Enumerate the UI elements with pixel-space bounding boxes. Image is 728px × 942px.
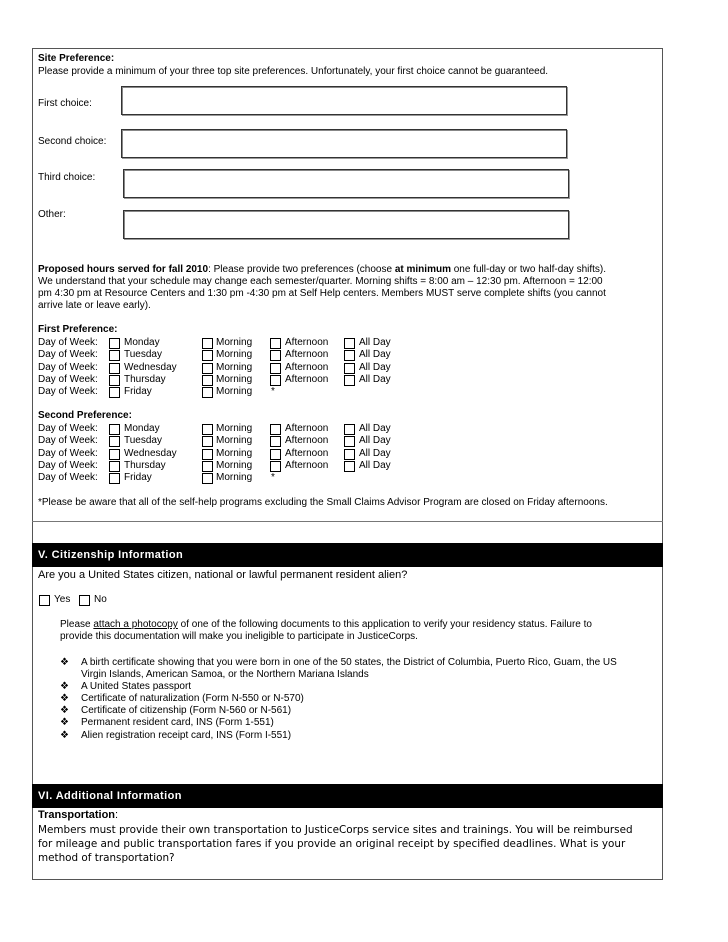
first-pref-afternoon-label: Afternoon	[285, 349, 329, 361]
photocopy-paragraph	[60, 619, 592, 632]
first-preference-heading: First Preference:	[38, 324, 118, 335]
first-pref-day-checkbox[interactable]	[109, 387, 120, 398]
bullet-icon: ❖	[60, 717, 69, 728]
other-choice-label: Other:	[38, 209, 66, 220]
first-pref-asterisk: *	[271, 386, 275, 398]
no-label: No	[94, 594, 107, 605]
second-pref-afternoon-checkbox[interactable]	[270, 461, 281, 472]
first-pref-day-name: Tuesday	[124, 349, 162, 361]
first-pref-morning-checkbox[interactable]	[202, 375, 213, 386]
transportation-heading: Transportation	[38, 809, 116, 821]
hours-heading: Proposed hours served for fall 2010	[38, 264, 209, 275]
second-pref-afternoon-checkbox[interactable]	[270, 436, 281, 447]
second-pref-afternoon-label: Afternoon	[285, 447, 329, 459]
site-preference-instructions: Please provide a minimum of your three top site preferences. Unfortunately, your first choice cannot be guaranteed.	[38, 66, 549, 77]
document-list-item: Certificate of naturalization (Form N-550 or N-570)	[81, 693, 304, 704]
additional-section-title: VI. Additional Information	[32, 784, 663, 808]
second-pref-day-name: Friday	[124, 472, 152, 484]
section-divider	[32, 521, 663, 522]
first-pref-afternoon-label: Afternoon	[285, 337, 329, 348]
first-pref-afternoon-checkbox[interactable]	[270, 363, 281, 374]
second-pref-day-name: Monday	[124, 423, 160, 434]
first-pref-day-checkbox[interactable]	[109, 363, 120, 374]
second-pref-afternoon-label: Afternoon	[285, 459, 329, 471]
second-pref-day-name: Wednesday	[124, 447, 177, 459]
document-list-item: A United States passport	[81, 681, 192, 692]
second-pref-morning-label: Morning	[216, 472, 253, 484]
bullet-icon: ❖	[60, 693, 69, 704]
hours-intro	[38, 264, 606, 277]
second-pref-day-checkbox[interactable]	[109, 436, 120, 447]
first-pref-day-name: Wednesday	[124, 361, 177, 373]
second-pref-morning-checkbox[interactable]	[202, 473, 213, 484]
first-pref-day-checkbox[interactable]	[109, 338, 120, 349]
second-pref-morning-checkbox[interactable]	[202, 424, 213, 435]
photocopy-text: Please	[60, 619, 94, 630]
second-pref-day-label: Day of Week:	[38, 447, 98, 459]
yes-label: Yes	[54, 594, 71, 605]
transportation-line-1: Members must provide their own transportation to JusticeCorps service sites and trainings. You will be reimbursed	[38, 824, 633, 836]
first-pref-allday-label: All Day	[359, 349, 391, 361]
second-pref-allday-checkbox[interactable]	[344, 424, 355, 435]
other-choice-field[interactable]	[123, 210, 569, 239]
second-preference-heading: Second Preference:	[38, 410, 132, 421]
third-choice-label: Third choice:	[38, 172, 96, 183]
second-choice-label: Second choice:	[38, 136, 107, 147]
transportation-line-2: for mileage and public transportation fares if you provide an original receipt by specified deadlines. What is your	[38, 838, 626, 850]
third-choice-field[interactable]	[123, 169, 569, 198]
second-pref-afternoon-label: Afternoon	[285, 423, 329, 434]
first-pref-morning-checkbox[interactable]	[202, 350, 213, 361]
citizenship-question: Are you a United States citizen, national or lawful permanent resident alien?	[38, 569, 408, 581]
document-list-item: Certificate of citizenship (Form N-560 or N-561)	[81, 705, 292, 716]
second-pref-afternoon-checkbox[interactable]	[270, 424, 281, 435]
hours-intro-end: one full-day or two half-day shifts).	[450, 264, 607, 275]
first-pref-afternoon-label: Afternoon	[285, 361, 329, 373]
bullet-icon: ❖	[60, 705, 69, 716]
second-pref-morning-checkbox[interactable]	[202, 461, 213, 472]
first-pref-allday-checkbox[interactable]	[344, 375, 355, 386]
hours-line-2: We understand that your schedule may change each semester/quarter. Morning shifts = 8:00 am – 12:30 pm. Afternoon = 12:00	[38, 276, 603, 287]
second-pref-day-label: Day of Week:	[38, 459, 98, 471]
second-pref-afternoon-label: Afternoon	[285, 435, 329, 447]
first-pref-day-label: Day of Week:	[38, 361, 98, 373]
first-pref-morning-label: Morning	[216, 386, 253, 398]
first-pref-allday-checkbox[interactable]	[344, 350, 355, 361]
document-list-item: Alien registration receipt card, INS (Form I-551)	[81, 730, 292, 741]
second-pref-morning-label: Morning	[216, 447, 253, 459]
second-pref-day-name: Tuesday	[124, 435, 162, 447]
second-pref-day-label: Day of Week:	[38, 423, 98, 434]
first-pref-allday-label: All Day	[359, 373, 391, 385]
second-pref-day-name: Thursday	[124, 459, 166, 471]
second-pref-allday-checkbox[interactable]	[344, 449, 355, 460]
first-choice-label: First choice:	[38, 98, 92, 109]
bullet-icon: ❖	[60, 657, 69, 668]
bullet-icon: ❖	[60, 681, 69, 692]
first-pref-day-name: Friday	[124, 386, 152, 398]
first-pref-morning-checkbox[interactable]	[202, 338, 213, 349]
second-pref-day-label: Day of Week:	[38, 435, 98, 447]
hours-intro-text: : Please provide two preferences (choose	[208, 264, 395, 275]
hours-line-4: arrive late or leave early).	[38, 300, 151, 311]
site-preference-heading: Site Preference:	[38, 53, 115, 64]
first-pref-afternoon-label: Afternoon	[285, 373, 329, 385]
first-pref-morning-label: Morning	[216, 337, 253, 348]
second-pref-day-label: Day of Week:	[38, 472, 98, 484]
transportation-line-3: method of transportation?	[38, 852, 175, 864]
transportation-heading-line	[38, 809, 118, 822]
second-choice-field[interactable]	[121, 129, 567, 158]
first-pref-day-label: Day of Week:	[38, 337, 98, 348]
transportation-colon: :	[115, 809, 119, 821]
first-pref-morning-label: Morning	[216, 373, 253, 385]
first-pref-day-name: Thursday	[124, 373, 166, 385]
first-pref-allday-checkbox[interactable]	[344, 338, 355, 349]
second-pref-allday-label: All Day	[359, 423, 391, 434]
first-pref-morning-checkbox[interactable]	[202, 387, 213, 398]
attach-photocopy-link: attach a photocopy	[93, 619, 178, 630]
photocopy-paragraph-line-2: provide this documentation will make you ineligible to participate in JusticeCorps.	[60, 631, 418, 642]
second-pref-morning-label: Morning	[216, 435, 253, 447]
first-pref-allday-label: All Day	[359, 361, 391, 373]
citizenship-section-title: V. Citizenship Information	[32, 543, 663, 567]
second-pref-morning-label: Morning	[216, 423, 253, 434]
second-pref-afternoon-checkbox[interactable]	[270, 449, 281, 460]
first-choice-field[interactable]	[121, 86, 567, 115]
second-pref-day-checkbox[interactable]	[109, 461, 120, 472]
second-pref-morning-checkbox[interactable]	[202, 449, 213, 460]
first-pref-allday-label: All Day	[359, 337, 391, 348]
hours-line-3: pm 4:30 pm at Resource Centers and 1:30 pm -4:30 pm at Self Help centers. Members MUST serve complete shifts (you cannot	[38, 288, 606, 299]
first-pref-allday-checkbox[interactable]	[344, 363, 355, 374]
second-pref-day-checkbox[interactable]	[109, 449, 120, 460]
yes-checkbox[interactable]	[39, 595, 50, 606]
second-pref-morning-checkbox[interactable]	[202, 436, 213, 447]
first-pref-day-checkbox[interactable]	[109, 375, 120, 386]
first-pref-day-label: Day of Week:	[38, 373, 98, 385]
first-pref-day-label: Day of Week:	[38, 349, 98, 361]
second-pref-morning-label: Morning	[216, 459, 253, 471]
second-pref-asterisk: *	[271, 472, 275, 484]
second-pref-allday-label: All Day	[359, 459, 391, 471]
document-list-item: Permanent resident card, INS (Form 1-551)	[81, 717, 274, 728]
second-pref-allday-label: All Day	[359, 435, 391, 447]
first-pref-morning-checkbox[interactable]	[202, 363, 213, 374]
second-pref-allday-label: All Day	[359, 447, 391, 459]
second-pref-allday-checkbox[interactable]	[344, 436, 355, 447]
first-pref-morning-label: Morning	[216, 349, 253, 361]
first-pref-day-name: Monday	[124, 337, 160, 348]
photocopy-text-end: of one of the following documents to this application to verify your residency status. Failure to	[177, 619, 592, 630]
bullet-icon: ❖	[60, 730, 69, 741]
second-pref-allday-checkbox[interactable]	[344, 461, 355, 472]
first-pref-afternoon-checkbox[interactable]	[270, 338, 281, 349]
document-list-item: A birth certificate showing that you were born in one of the 50 states, the District of Columbia, Puerto Rico, Guam, the US	[81, 657, 617, 668]
no-checkbox[interactable]	[79, 595, 90, 606]
first-pref-day-label: Day of Week:	[38, 386, 98, 398]
document-list-item: Virgin Islands, American Samoa, or the Northern Mariana Islands	[81, 669, 369, 680]
first-pref-day-checkbox[interactable]	[109, 350, 120, 361]
friday-note: *Please be aware that all of the self-help programs excluding the Small Claims Advisor Program are closed on Friday afternoons.	[38, 497, 608, 508]
first-pref-morning-label: Morning	[216, 361, 253, 373]
second-pref-day-checkbox[interactable]	[109, 473, 120, 484]
first-pref-afternoon-checkbox[interactable]	[270, 350, 281, 361]
first-pref-afternoon-checkbox[interactable]	[270, 375, 281, 386]
hours-intro-bold: at minimum	[394, 264, 451, 275]
second-pref-day-checkbox[interactable]	[109, 424, 120, 435]
